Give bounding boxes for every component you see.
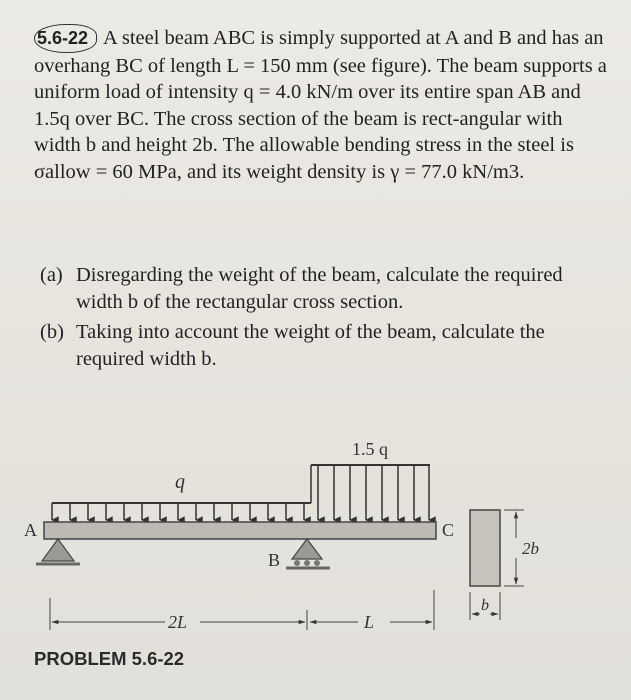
load-1-5q-label: 1.5 q [352,439,388,459]
distributed-load-1-5q [311,465,430,520]
figure-caption: PROBLEM 5.6-22 [34,648,185,669]
cross-section [470,510,500,586]
point-a-label: A [24,520,37,540]
point-b-label: B [268,550,281,570]
dim-l-label: L [364,612,375,632]
problem-intro: A steel beam ABC is simply supported at A and B and has an overhang BC of length L = 150 mm (see figure). The beam supports a uniform load of intensity q = 4.0 kN/m over its entire span AB and 1.5q over BC. The cross section of the beam is rect-angular with width b and height 2b. The allowable bending stress in the steel is σallow = 60 MPa, and its weight density is γ = 77.0 kN/m3. [34,27,607,183]
dimension-2b [504,510,524,586]
beam-abc [44,522,436,539]
dim-2b-label: 2b [522,539,539,558]
part-b [40,319,600,372]
problem-parts [40,262,600,376]
part-b-label: (b) [40,321,64,343]
support-b [286,539,330,568]
point-c-label: C [442,520,455,540]
part-b-text: Taking into account the weight of the beam, calculate the required width b. [76,321,545,370]
distributed-load-q [52,503,311,520]
problem-statement [34,24,609,185]
support-a [36,539,80,564]
beam-figure [0,420,631,650]
part-a-text: Disregarding the weight of the beam, calculate the required width b of the rectangular cross section. [76,264,563,313]
part-a-label: (a) [40,264,63,286]
dim-2l-label: 2L [168,612,188,632]
problem-number: 5.6-22 [34,24,97,53]
load-q-label: q [175,471,185,493]
dim-b-label: b [481,597,489,614]
part-a [40,262,600,315]
